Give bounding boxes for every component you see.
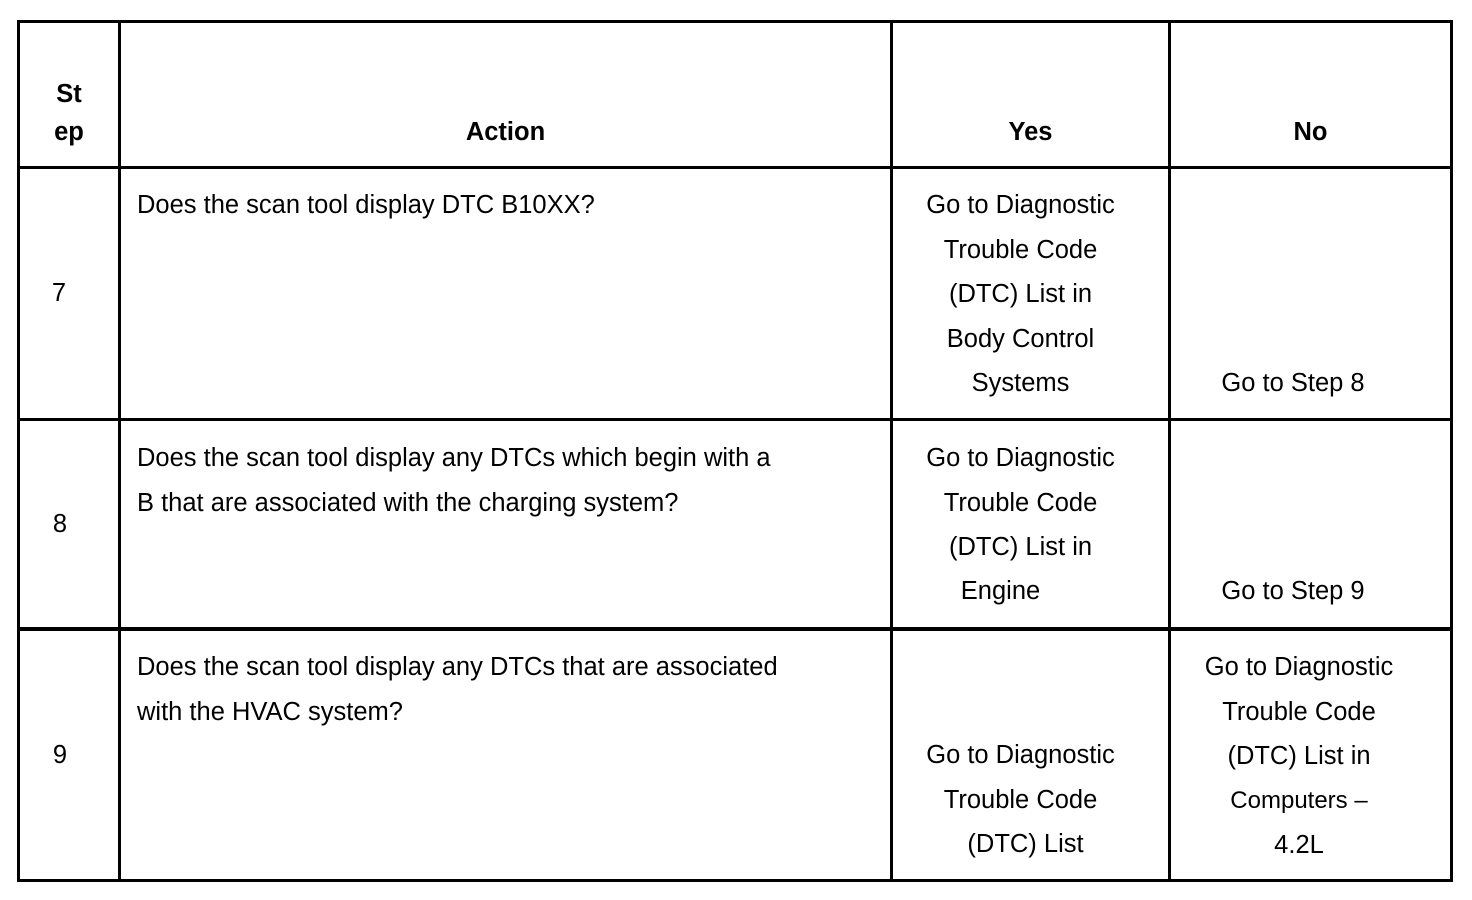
- row-8-action-line-1: Does the scan tool display any DTCs which begin with a: [137, 444, 771, 472]
- row-9-no-line-3: (DTC) List in: [1227, 742, 1371, 770]
- row-8-no-line-1: Go to Step 9: [1221, 577, 1365, 605]
- row-9-action: [137, 645, 778, 734]
- row-7-yes-line-3: (DTC) List in: [948, 280, 1093, 308]
- row-8-action-line-2: B that are associated with the charging system?: [137, 488, 679, 517]
- diagnostic-table: [17, 20, 1451, 882]
- row-8-step: 8: [52, 510, 68, 538]
- row-7-yes-line-5: Systems: [971, 369, 1070, 397]
- row-8-yes-line-4: Engine: [960, 576, 1041, 605]
- row-9-yes: [893, 733, 1148, 867]
- row-8-yes: [893, 436, 1148, 612]
- row-9-action-line-1: Does the scan tool display any DTCs that are associated: [137, 653, 778, 681]
- row-7-yes-line-2: Trouble Code: [943, 235, 1098, 264]
- header-bottom-border: [17, 166, 1453, 169]
- row-8-yes-line-3: (DTC) List in: [948, 533, 1093, 561]
- row-8-action: [137, 436, 771, 525]
- header-action: Action: [465, 118, 546, 146]
- row-8-no: [1171, 569, 1415, 614]
- row-7-yes: [893, 183, 1148, 406]
- row-8-yes-line-2: Trouble Code: [943, 488, 1098, 517]
- row-9-no: [1171, 645, 1427, 868]
- row-9-yes-line-3: (DTC) List: [967, 830, 1084, 858]
- row-9-yes-line-1: Go to Diagnostic: [926, 741, 1115, 769]
- row-7-no: [1171, 361, 1415, 406]
- table-right-border: [1450, 20, 1453, 882]
- row-7-bottom-border: [17, 418, 1453, 421]
- row-9-no-line-2: Trouble Code: [1222, 697, 1376, 726]
- header-no: No: [1293, 118, 1328, 146]
- header-yes: Yes: [1008, 118, 1053, 146]
- header-step-line-1: St: [56, 80, 82, 108]
- header-step-line-2: ep: [54, 118, 84, 146]
- table-bottom-border: [17, 879, 1453, 882]
- row-7-action: [137, 183, 595, 228]
- header-step: [20, 75, 118, 151]
- row-7-yes-line-1: Go to Diagnostic: [926, 191, 1115, 219]
- row-8-bottom-border: [17, 627, 1453, 631]
- row-7-no-line-1: Go to Step 8: [1221, 369, 1365, 397]
- row-9-yes-line-2: Trouble Code: [943, 785, 1098, 814]
- row-9-no-line-4: Computers –: [1230, 786, 1368, 814]
- row-9-no-line-1: Go to Diagnostic: [1204, 653, 1394, 681]
- row-7-yes-line-4: Body Control: [946, 324, 1095, 353]
- row-8-yes-line-1: Go to Diagnostic: [926, 444, 1115, 472]
- row-7-action-line-1: Does the scan tool display DTC B10XX?: [137, 191, 595, 219]
- table-top-border: [17, 20, 1453, 23]
- row-7-step: 7: [51, 279, 67, 307]
- row-9-no-line-5: 4.2L: [1274, 831, 1324, 859]
- row-9-action-line-2: with the HVAC system?: [137, 697, 403, 726]
- row-9-step: 9: [52, 741, 68, 769]
